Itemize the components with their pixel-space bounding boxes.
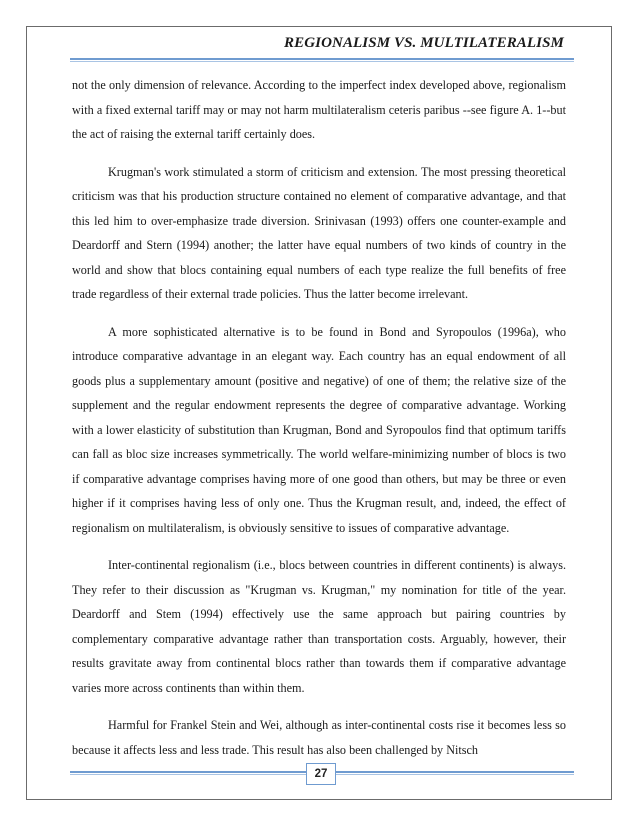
paragraph-4: Inter-continental regionalism (i.e., blocs between countries in different continents) is always. They refer to their discussion as "Krugman vs. Krugman," my nomination for title of the year. Deardorff and Stem (1994) effectively use the same approach but pairing countries by complementary comparative advantage rather than transportation costs. Arguably, however, their results gravitate away from continental blocs rather than towards them if comparative advantage varies more across continents than within them. (72, 558, 566, 695)
paragraph-5: Harmful for Frankel Stein and Wei, although as inter-continental costs rise it becomes less so because it affects less and less trade. This result has also been challenged by Nitsch (72, 718, 566, 757)
page-number: 27 (306, 763, 336, 785)
running-header: REGIONALISM VS. MULTILATERALISM (284, 35, 564, 51)
header-rule-secondary (70, 61, 574, 62)
body-text (72, 73, 566, 762)
header-rule (70, 58, 574, 60)
paragraph-2: Krugman's work stimulated a storm of criticism and extension. The most pressing theoretical criticism was that his production structure contained no element of comparative advantage, and that this led him to over-emphasize trade diversion. Srinivasan (1993) offers one counter-example and Deardorff and Stern (1994) another; the latter have equal numbers of two kinds of country in the world and show that blocs containing equal numbers of each type realize the full benefits of free trade regardless of their external trade policies. Thus the latter become irrelevant. (72, 164, 566, 301)
paragraph-1: not the only dimension of relevance. According to the imperfect index developed above, regionalism with a fixed external tariff may or may not harm multilateralism ceteris paribus --see figure A. 1--but the act of raising the external tariff certainly does. (72, 78, 566, 141)
paragraph-3: A more sophisticated alternative is to be found in Bond and Syropoulos (1996a), who introduce comparative advantage in an elegant way. Each country has an equal endowment of all goods plus a supplementary amount (positive and negative) of one of them; the relative size of the supplement and the regular endowment represents the degree of comparative advantage. Working with a lower elasticity of substitution than Krugman, Bond and Syropoulos find that optimum tariffs can fall as bloc size increases symmetrically. The world welfare-minimizing number of blocs is two if comparative advantage comprises having more of one good than others, but may be three or even higher if it comprises having less of only one. Thus the Krugman result, and, indeed, the effect of regionalism on multilateralism, is obviously sensitive to issues of comparative advantage. (72, 324, 566, 535)
